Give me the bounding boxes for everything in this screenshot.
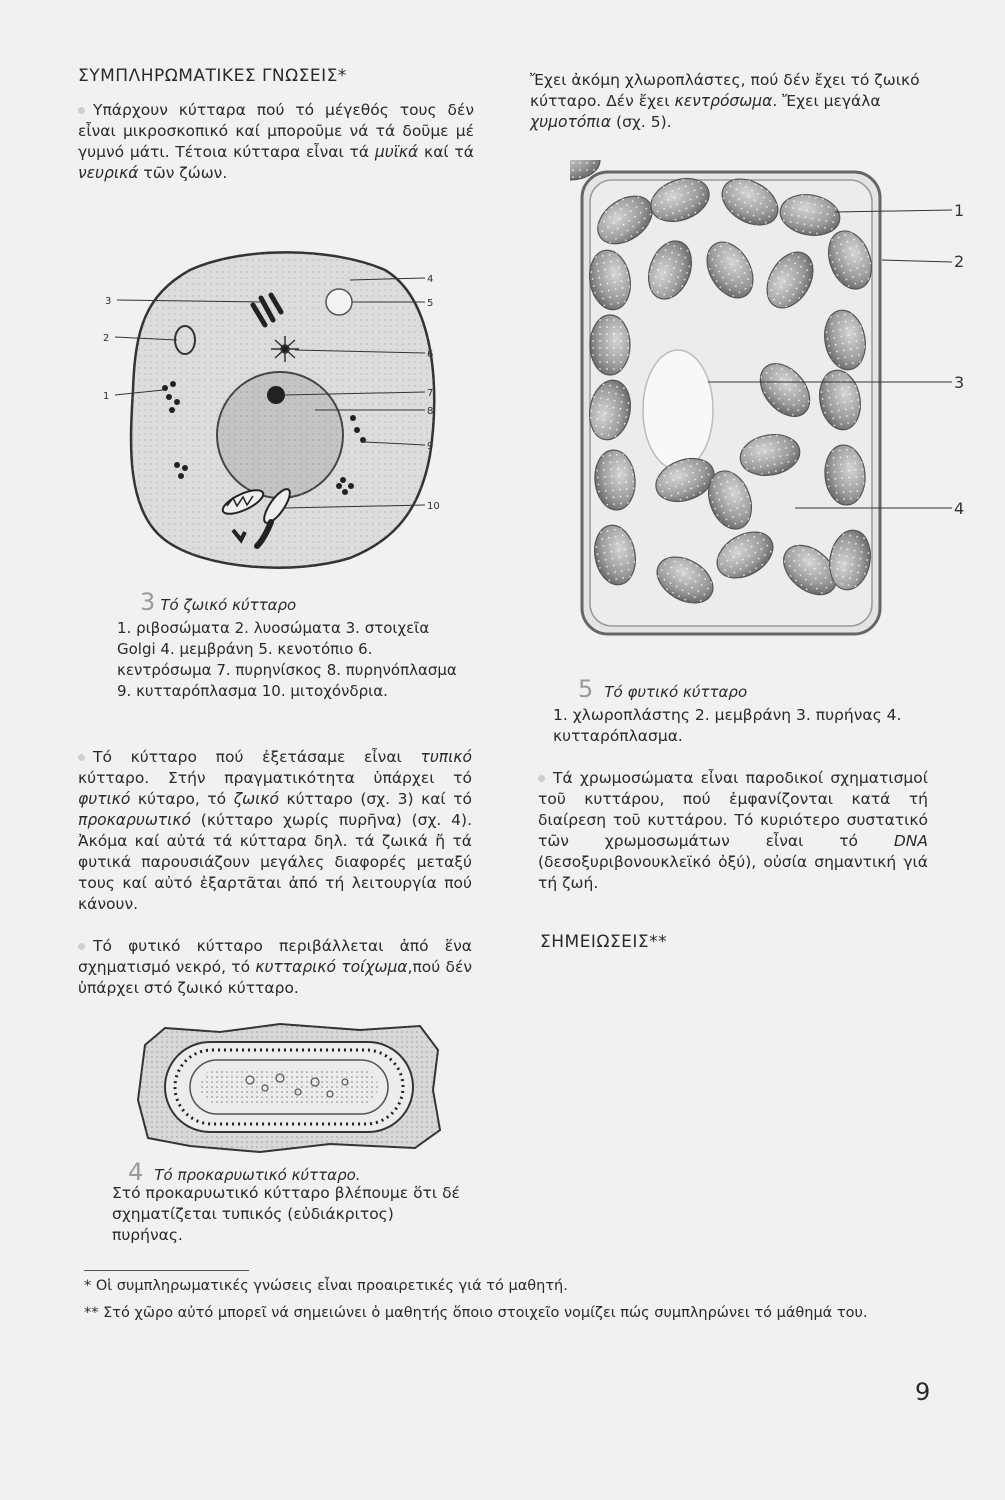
- typical-cell-paragraph: Τό κύτταρο πού ἐξετάσαμε εἶναι τυπικό κύτταρο. Στήν πραγματικότητα ὑπάρχει τό φυτικό κύταρο, τό ζωικό κύτταρο (σχ. 3) καί τό προκαρυωτικό (κύτταρο χωρίς πυρῆνα) (σχ. 4). Ἀκόμα καί αὐτά τά κύτταρα δηλ. τά ζωικά ἤ τά φυτικά παρουσιάζουν μεγάλες διαφορές μεταξύ τους καί αὐτό ἐξαρτᾶται ἀπό τή λειτουργία πού κάνουν.: [78, 748, 473, 913]
- label-3: 3: [105, 296, 112, 307]
- plant-cell-figure: [570, 160, 970, 660]
- label-1: 1: [103, 391, 110, 402]
- label-4: 4: [427, 274, 434, 285]
- fig4-caption: [128, 1158, 478, 1186]
- nucleoid-region: [200, 1068, 378, 1106]
- label-3: 3: [954, 373, 965, 392]
- fig5-caption: [578, 675, 938, 703]
- label-9: 9: [427, 441, 434, 452]
- fig3-legend: 1. ριβοσώματα 2. λυοσώματα 3. στοιχεῖα Golgi 4. μεμβράνη 5. κενοτόπιο 6. κεντρόσωμα 7. πυρηνίσκος 8. πυρηνόπλασμα 9. κυτταρόπλασμα 10. μιτοχόνδρια.: [117, 619, 457, 700]
- label-10: 10: [427, 501, 440, 512]
- footnote-divider: [84, 1270, 249, 1271]
- label-6: 6: [427, 349, 434, 360]
- cell-wall-paragraph: Τό φυτικό κύτταρο περιβάλλεται ἀπό ἕνα σχηματισμό νεκρό, τό κυτταρικό τοίχωμα,πού δέν ὑπάρχει στό ζωικό κύτταρο.: [78, 937, 472, 997]
- fig4-title: Τό προκαρυωτικό κύτταρο.: [154, 1166, 361, 1184]
- fig5-title: Τό φυτικό κύτταρο: [604, 683, 748, 701]
- bullet-icon: [78, 107, 85, 114]
- fig4-number: 4: [128, 1158, 144, 1186]
- bullet-icon: [78, 754, 85, 761]
- animal-cell-figure: [95, 240, 455, 580]
- fig3-caption: [140, 588, 470, 616]
- label-2: 2: [954, 252, 965, 271]
- footnote-2: ** Στό χῶρο αὐτό μπορεῖ νά σημειώνει ὁ μαθητής ὅποιο στοιχεῖο νομίζει πώς συμπληρώνει τό μάθημά του.: [84, 1305, 868, 1321]
- nucleolus: [267, 386, 285, 404]
- vacuole: [326, 289, 352, 315]
- bullet-icon: [78, 943, 85, 950]
- fig5-legend: 1. χλωροπλάστης 2. μεμβράνη 3. πυρήνας 4. κυτταρόπλασμα.: [553, 706, 902, 745]
- footnote-1: * Οἱ συμπληρωματικές γνώσεις εἶναι προαιρετικές γιά τό μαθητή.: [84, 1278, 568, 1294]
- label-5: 5: [427, 298, 434, 309]
- nucleus: [643, 350, 713, 470]
- notes-heading: ΣΗΜΕΙΩΣΕΙΣ**: [540, 932, 668, 952]
- bullet-icon: [538, 775, 545, 782]
- fig5-number: 5: [578, 675, 594, 703]
- label-4: 4: [954, 499, 965, 518]
- label-2: 2: [103, 333, 110, 344]
- intro-paragraph: Υπάρχουν κύτταρα πού τό μέγεθός τους δέν εἶναι μικροσκοπικό καί μποροῦμε νά τά δοῦμε μέ γυμνό μάτι. Τέτοια κύτταρα εἶναι τά μυϊκά καί τά νευρικά τῶν ζώων.: [78, 101, 474, 182]
- label-8: 8: [427, 406, 434, 417]
- prokaryotic-cell-figure: [130, 1020, 445, 1155]
- page-number: 9: [915, 1378, 931, 1406]
- fig3-number: 3: [140, 588, 156, 616]
- label-1: 1: [954, 201, 965, 220]
- label-7: 7: [427, 388, 434, 399]
- fig3-title: Τό ζωικό κύτταρο: [160, 596, 297, 614]
- section-heading: ΣΥΜΠΛΗΡΩΜΑΤΙΚΕΣ ΓΝΩΣΕΙΣ*: [78, 66, 347, 86]
- chromosomes-paragraph: Τά χρωμοσώματα εἶναι παροδικοί σχηματισμοί τοῦ κυττάρου, πού ἐμφανίζονται κατά τή διαίρεση τοῦ κυττάρου. Τό κυριότερο συστατικό τῶν χρωμοσωμάτων εἶναι τό DNA (δεσοξυριβονουκλεϊκό ὀξύ), οὐσία σημαντική γιά τή ζωή.: [538, 769, 928, 892]
- centrosome: [271, 336, 299, 362]
- plant-intro-paragraph: Ἔχει ἀκόμη χλωροπλάστες, πού δέν ἔχει τό ζωικό κύτταρο. Δέν ἔχει κεντρόσωμα. Ἔχει μεγάλα χυμοτόπια (σχ. 5).: [530, 71, 920, 131]
- fig4-text: Στό προκαρυωτικό κύτταρο βλέπουμε ὅτι δέ σχηματίζεται τυπικός (εὐδιάκριτος) πυρήνας.: [112, 1184, 460, 1244]
